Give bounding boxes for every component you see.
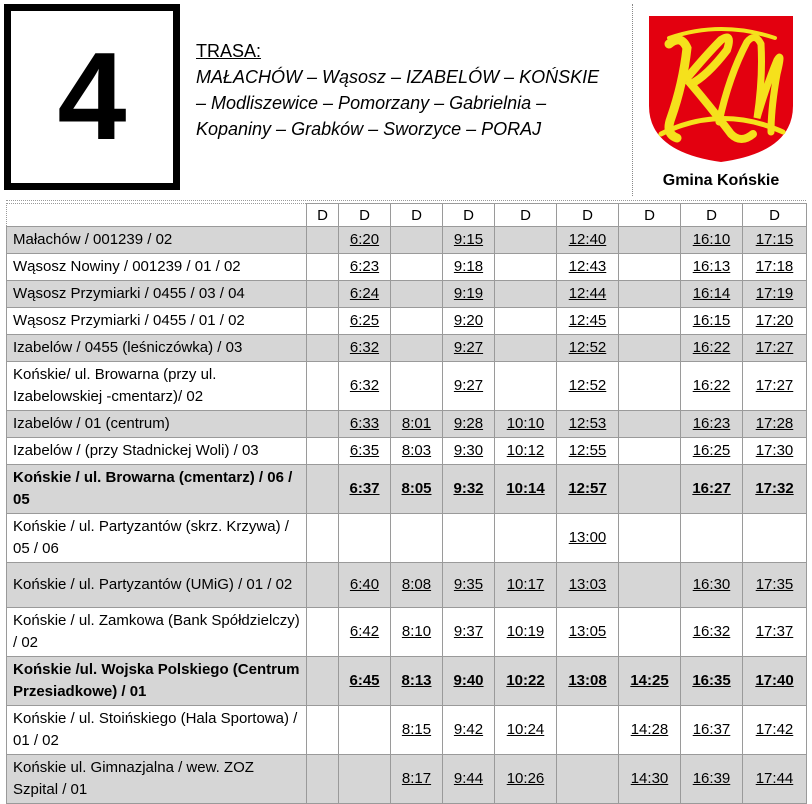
departure-time: 16:14	[681, 281, 743, 308]
departure-time: 9:35	[443, 563, 495, 608]
departure-time	[307, 657, 339, 706]
stop-name: Wąsosz Przymiarki / 0455 / 03 / 04	[7, 281, 307, 308]
departure-time: 8:05	[391, 465, 443, 514]
header-divider	[6, 200, 806, 201]
departure-time: 16:37	[681, 706, 743, 755]
route-line-2: – Modliszewice – Pomorzany – Gabrielnia –	[196, 93, 547, 113]
departure-time	[307, 362, 339, 411]
departure-time: 17:19	[743, 281, 807, 308]
departure-time: 14:25	[619, 657, 681, 706]
stop-name: Wąsosz Przymiarki / 0455 / 01 / 02	[7, 308, 307, 335]
departure-time: 17:44	[743, 755, 807, 804]
departure-time: 10:12	[495, 438, 557, 465]
route-label: TRASA:	[196, 41, 262, 61]
departure-time: 8:08	[391, 563, 443, 608]
departure-time	[307, 438, 339, 465]
departure-time	[307, 514, 339, 563]
departure-time: 9:30	[443, 438, 495, 465]
departure-time: 14:28	[619, 706, 681, 755]
departure-time: 12:44	[557, 281, 619, 308]
departure-time	[391, 514, 443, 563]
departure-time	[391, 254, 443, 281]
crest-shield-icon	[647, 14, 795, 164]
departure-time	[619, 514, 681, 563]
departure-time	[391, 362, 443, 411]
departure-time	[307, 281, 339, 308]
departure-time: 9:44	[443, 755, 495, 804]
departure-time: 16:22	[681, 362, 743, 411]
table-row	[7, 657, 807, 706]
departure-time	[495, 227, 557, 254]
departure-time: 16:25	[681, 438, 743, 465]
departure-time	[391, 308, 443, 335]
departure-time: 12:57	[557, 465, 619, 514]
table-row	[7, 563, 807, 608]
stop-name: Końskie / ul. Stoińskiego (Hala Sportowa) / 01 / 02	[7, 706, 307, 755]
departure-time: 12:40	[557, 227, 619, 254]
departure-time	[391, 335, 443, 362]
departure-time	[495, 281, 557, 308]
table-row	[7, 254, 807, 281]
table-row	[7, 438, 807, 465]
departure-time: 16:39	[681, 755, 743, 804]
departure-time: 10:19	[495, 608, 557, 657]
departure-time	[619, 335, 681, 362]
departure-time: 14:30	[619, 755, 681, 804]
departure-time: 10:10	[495, 411, 557, 438]
departure-time	[557, 706, 619, 755]
departure-time: 12:43	[557, 254, 619, 281]
departure-time: 13:03	[557, 563, 619, 608]
departure-time: 17:20	[743, 308, 807, 335]
departure-time: 6:37	[339, 465, 391, 514]
day-header: D	[495, 204, 557, 227]
departure-time: 10:22	[495, 657, 557, 706]
departure-time: 9:32	[443, 465, 495, 514]
departure-time: 8:10	[391, 608, 443, 657]
day-header: D	[443, 204, 495, 227]
departure-time	[619, 563, 681, 608]
departure-time	[339, 755, 391, 804]
departure-time	[307, 465, 339, 514]
departure-time: 8:17	[391, 755, 443, 804]
departure-time: 17:37	[743, 608, 807, 657]
day-header: D	[307, 204, 339, 227]
departure-time: 17:27	[743, 362, 807, 411]
day-header: D	[391, 204, 443, 227]
departure-time: 9:19	[443, 281, 495, 308]
stop-name: Końskie / ul. Partyzantów (UMiG) / 01 / 02	[7, 563, 307, 608]
route-number: 4	[57, 28, 127, 166]
departure-time: 10:17	[495, 563, 557, 608]
departure-time: 12:53	[557, 411, 619, 438]
departure-time: 8:13	[391, 657, 443, 706]
departure-time: 10:26	[495, 755, 557, 804]
departure-time	[443, 514, 495, 563]
departure-time	[307, 254, 339, 281]
departure-time: 16:22	[681, 335, 743, 362]
departure-time	[557, 755, 619, 804]
departure-time	[307, 411, 339, 438]
departure-time	[307, 227, 339, 254]
stop-name: Wąsosz Nowiny / 001239 / 01 / 02	[7, 254, 307, 281]
departure-time: 6:23	[339, 254, 391, 281]
departure-time: 9:40	[443, 657, 495, 706]
departure-time	[495, 362, 557, 411]
departure-time	[495, 308, 557, 335]
departure-time: 16:32	[681, 608, 743, 657]
stop-name: Końskie / ul. Zamkowa (Bank Spółdzielczy) / 02	[7, 608, 307, 657]
day-header: D	[619, 204, 681, 227]
departure-time: 9:27	[443, 362, 495, 411]
departure-time	[681, 514, 743, 563]
departure-time	[619, 227, 681, 254]
departure-time: 6:25	[339, 308, 391, 335]
departure-time: 13:05	[557, 608, 619, 657]
departure-time	[307, 308, 339, 335]
departure-time: 6:42	[339, 608, 391, 657]
departure-time: 16:30	[681, 563, 743, 608]
departure-time: 17:35	[743, 563, 807, 608]
departure-time: 9:37	[443, 608, 495, 657]
departure-time: 6:24	[339, 281, 391, 308]
departure-time: 13:08	[557, 657, 619, 706]
departure-time: 9:28	[443, 411, 495, 438]
departure-time: 10:24	[495, 706, 557, 755]
departure-time: 9:15	[443, 227, 495, 254]
route-line-3: Kopaniny – Grabków – Sworzyce – PORAJ	[196, 119, 542, 139]
departure-time: 9:27	[443, 335, 495, 362]
departure-time: 9:20	[443, 308, 495, 335]
departure-time: 12:52	[557, 362, 619, 411]
departure-time: 17:40	[743, 657, 807, 706]
route-description	[196, 38, 626, 142]
departure-time: 8:01	[391, 411, 443, 438]
day-header: D	[743, 204, 807, 227]
stop-name: Końskie/ ul. Browarna (przy ul. Izabelowskiej -cmentarz)/ 02	[7, 362, 307, 411]
table-row	[7, 335, 807, 362]
table-row	[7, 411, 807, 438]
timetable	[6, 203, 807, 804]
departure-time: 17:15	[743, 227, 807, 254]
departure-time	[619, 362, 681, 411]
stop-name: Izabelów / (przy Stadnickej Woli) / 03	[7, 438, 307, 465]
departure-time	[307, 335, 339, 362]
header-row	[7, 204, 807, 227]
departure-time	[495, 335, 557, 362]
departure-time: 12:52	[557, 335, 619, 362]
stop-name: Końskie /ul. Wojska Polskiego (Centrum Przesiadkowe) / 01	[7, 657, 307, 706]
departure-time: 6:33	[339, 411, 391, 438]
departure-time: 17:30	[743, 438, 807, 465]
departure-time: 16:27	[681, 465, 743, 514]
departure-time	[391, 281, 443, 308]
departure-time	[619, 308, 681, 335]
departure-time	[619, 281, 681, 308]
stop-name: Końskie / ul. Partyzantów (skrz. Krzywa) / 05 / 06	[7, 514, 307, 563]
route-number-box	[4, 4, 180, 190]
departure-time: 12:55	[557, 438, 619, 465]
departure-time	[307, 563, 339, 608]
departure-time	[307, 706, 339, 755]
departure-time	[391, 227, 443, 254]
departure-time: 16:23	[681, 411, 743, 438]
stop-name: Końskie ul. Gimnazjalna / wew. ZOZ Szpital / 01	[7, 755, 307, 804]
departure-time	[307, 755, 339, 804]
day-header: D	[339, 204, 391, 227]
departure-time: 17:32	[743, 465, 807, 514]
departure-time: 16:35	[681, 657, 743, 706]
table-row	[7, 755, 807, 804]
departure-time: 17:27	[743, 335, 807, 362]
departure-time	[495, 254, 557, 281]
departure-time: 16:15	[681, 308, 743, 335]
departure-time	[495, 514, 557, 563]
departure-time	[619, 438, 681, 465]
departure-time: 17:28	[743, 411, 807, 438]
departure-time	[619, 411, 681, 438]
departure-time	[307, 608, 339, 657]
stop-name: Izabelów / 0455 (leśniczówka) / 03	[7, 335, 307, 362]
departure-time: 13:00	[557, 514, 619, 563]
departure-time	[619, 465, 681, 514]
table-row	[7, 706, 807, 755]
municipality-crest	[632, 4, 808, 196]
departure-time	[339, 514, 391, 563]
table-row	[7, 362, 807, 411]
departure-time: 9:18	[443, 254, 495, 281]
departure-time: 17:18	[743, 254, 807, 281]
stop-name: Końskie / ul. Browarna (cmentarz) / 06 / 05	[7, 465, 307, 514]
departure-time: 16:10	[681, 227, 743, 254]
route-line-1: MAŁACHÓW – Wąsosz – IZABELÓW – KOŃSKIE	[196, 67, 600, 87]
departure-time: 17:42	[743, 706, 807, 755]
departure-time	[619, 608, 681, 657]
stop-name: Izabelów / 01 (centrum)	[7, 411, 307, 438]
stop-name: Małachów / 001239 / 02	[7, 227, 307, 254]
table-row	[7, 514, 807, 563]
table-row	[7, 281, 807, 308]
stop-column-header	[7, 204, 307, 227]
departure-time: 10:14	[495, 465, 557, 514]
departure-time	[619, 254, 681, 281]
departure-time: 12:45	[557, 308, 619, 335]
table-row	[7, 465, 807, 514]
departure-time: 6:32	[339, 362, 391, 411]
departure-time: 16:13	[681, 254, 743, 281]
table-row	[7, 227, 807, 254]
departure-time: 9:42	[443, 706, 495, 755]
departure-time	[743, 514, 807, 563]
day-header: D	[681, 204, 743, 227]
departure-time: 6:20	[339, 227, 391, 254]
table-row	[7, 608, 807, 657]
departure-time: 6:45	[339, 657, 391, 706]
day-header: D	[557, 204, 619, 227]
departure-time: 6:40	[339, 563, 391, 608]
departure-time: 8:15	[391, 706, 443, 755]
departure-time: 6:35	[339, 438, 391, 465]
gmina-caption: Gmina Końskie	[662, 172, 780, 189]
departure-time: 6:32	[339, 335, 391, 362]
departure-time	[339, 706, 391, 755]
departure-time: 8:03	[391, 438, 443, 465]
table-row	[7, 308, 807, 335]
